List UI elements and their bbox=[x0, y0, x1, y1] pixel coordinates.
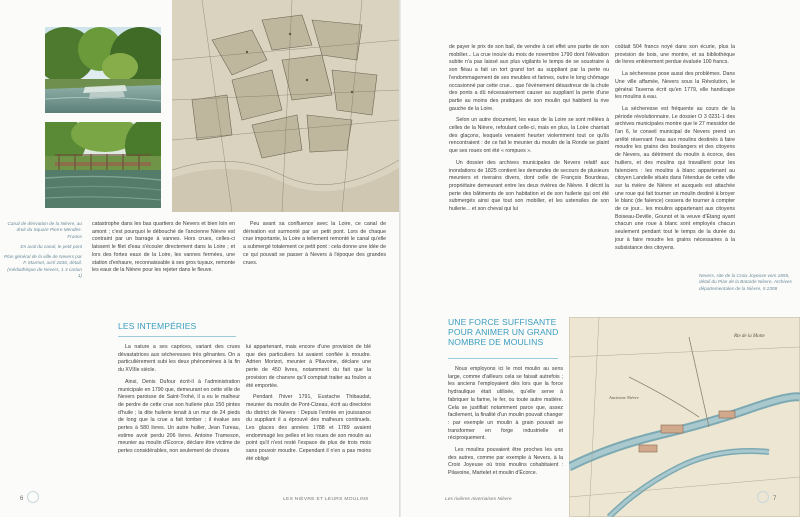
section-col1-para-1: La nature a ses caprices, variant des crues dévastatrices aux sécheresses très gênantes. On a particulièrement subi les deux phénomènes à la fin du XVIIIe siècle. bbox=[118, 344, 240, 374]
city-plan-image bbox=[172, 0, 399, 212]
right-column-1 bbox=[449, 44, 609, 218]
section-col2-para-2: Pendant l'hiver 1791, Eustache Thibaudat, meunier du moulin de Pont-Cizeau, écrit au directoire du district de Nevers : Depuis l'entrée en jouissance du suppliant il a éprouvé des malheurs continuels. Les glaces des années 1788 et 1789 avaient endommagé les pelles et les roues de son moulin au point qu'il n'est resté l'espace de plus de trois mois sans pouvoir moudre. Cependant il n'en a pas moins été obligé bbox=[246, 394, 371, 462]
right-folio-circle bbox=[757, 491, 769, 503]
left-folio-circle bbox=[27, 491, 39, 503]
right-col1-para-3: Un dossier des archives municipales de Nevers relatif aux inondations de 1825 contient les demandes de secours de plusieurs meuniers et riverains divers, dont celle de François Bourdeau, propriétaire demeurant entre les deux rivières de Nièvre. Il décrit la perte des bâtiments de son habitation et de son huilerie qui ont été submergés ainsi que tout son mobilier, et les ustensiles de son huilerie... et son cheval qui lui bbox=[449, 159, 609, 213]
right-col1-para-1: de payer le prix de son bail, de vendre à cet effet une partie de son mobilier... La crue inouïe du mois de novembre 1790 dont l'élévation subite n'a pas laissé aux plus vigilants le temps de se soustraire à son fléau a fait un tort grand tort au suppliant par la perte ou l'endommagement de ses meubles et farines, outre le long chômage occasionné par cette crue... que l'événement désastreux de la chute des ponts a dû nécessairement causer au suppliant la perte d'une partie au moins des pratiques de son moulin qui habitent la rive gauche de la Loire. bbox=[449, 44, 609, 112]
right-running-head: Les rivières nivernaises Nièvre bbox=[445, 497, 512, 502]
right-page-number: 7 bbox=[773, 496, 777, 502]
caption-plan: Plan général de la ville de Nevers par F. Marmet, avril 1836, détail. (médiathèque de Nevers, 1 3 carton 1) bbox=[4, 254, 82, 279]
left-captions bbox=[4, 221, 82, 283]
heading-rule bbox=[118, 336, 236, 337]
left-page-number: 6 bbox=[20, 496, 24, 502]
right-col2-para-2: La sécheresse pose aussi des problèmes. Dans Une ville affamée, Nevers sous la Révolution, le général Taverna écrit qu'en 1779, elle handicape les moulins à eau. bbox=[615, 71, 735, 101]
right-col2-para-3: La sécheresse est fréquente au cours de la période révolutionnaire. Le dossier O 3 0231-1 des archives municipales montre que le 27 messidor de l'an 6, le conseil municipal de Nevers prend un arrêté réservant l'eau aux moulins destinés à faire moudre les grains des boulangers et des citoyens de Nevers, au détriment du moulin à écorce, des huiliers, et des moulins qui travaillent pour les faïenciers : les moulins à blanc appartenant au citoyen Landelle situés dans l'étendue de cette ville sur la rivière de Nièvre et auxquels est attachée une roue qui fait tourner un moulin destiné à broyer le blanc (de faïence) cessera de tourner à compter de ce jour... les moulins appartenant aux citoyens Boiseau-Deville, Gounot et la veuve d'Étang ayant chacun une roue à blanc sont employés chacun seulement pendant tout le temps de la durée du jour à faire moudre les grains nécessaires à la subsistance des citoyens. bbox=[615, 105, 735, 251]
intro-col2-text: Peu avant sa confluence avec la Loire, ce canal de dérivation est surmonté par un petit pont. Lors de chaque crue importante, la Loire a tellement remonté le canal qu'elle a submergé totalement ce petit pont : cela donne une idée de ce qui pouvait se passer à Nevers à l'époque des grandes crues. bbox=[243, 221, 386, 266]
right-page bbox=[401, 0, 800, 517]
right-section-para-1: Nous employons ici le mot moulin au sens large, comme d'ailleurs cela se faisait autrefois ; les anciens l'employaient dès lors que la force hydraulique était utilisée, qu'elle serve à fabriquer la farine, le fer, ou toute autre matière. Cela se justifiait notamment parce que, assez facilement, la finalité d'un moulin pouvait changer : par exemple un moulin à grain pouvait se transformer en forge industrielle et réciproquement. bbox=[448, 366, 563, 442]
map-label-mill: Ancienne Nièvre bbox=[609, 395, 639, 400]
canal-photo bbox=[45, 27, 161, 113]
right-col1-para-2: Selon un autre document, les eaux de la Loire se sont mêlées à celles de la Nièvre, refoulant celle-ci, mais en plus, la Loire charriait des glaçons, lesquels venaient heurter violemment tout ce qu'ils rencontraient : de ce fait le meunier du moulin de la Ronde se plaint que ses roues ont été « rompues ». bbox=[449, 117, 609, 155]
right-column-2 bbox=[615, 44, 735, 256]
intro-column-2 bbox=[243, 221, 386, 271]
caption-bridge: En aval du canal, le petit pont bbox=[20, 243, 82, 249]
intro-col1-text: catastrophe dans les bas quartiers de Nevers et bien loin en amont ; c'est pourquoi le débouché de l'ancienne Nièvre est contraint par un barrage à vannes. Hors crues, celles-ci laissent le filet d'eau s'écouler directement dans la Loire ; et lors des fortes eaux de la Loire, les vannes fermées, une station d'exhaure, reconnaissable à ses gros tuyaux, remonte les eaux de la Nièvre pour les rejeter dans le fleuve. bbox=[92, 221, 235, 274]
intro-column-1 bbox=[92, 221, 235, 279]
right-section-text bbox=[448, 366, 563, 482]
map-label-top: Rte de la Motte bbox=[734, 334, 765, 339]
left-page bbox=[0, 0, 399, 517]
right-col2-para-1: coûtait 504 francs noyé dans son écurie, plus la provision de bois, une montre, et sa bibliothèque de livres entièrement perdue évaluée 100 francs. bbox=[615, 44, 735, 66]
map-caption: Nevers, site de la Croix Joyeuse vers 1855, détail du Plan de la Batarde Nièvre, Archives départementales de la Nièvre, 5 2308 bbox=[699, 273, 792, 291]
canal-photo-image bbox=[45, 27, 161, 113]
section-heading-intemperies: LES INTEMPÉRIES bbox=[118, 321, 197, 331]
bridge-photo-image bbox=[45, 122, 161, 208]
right-heading-rule bbox=[448, 358, 558, 359]
section-col2-para-1: lui appartenant, mais encore d'une provision de blé que des particuliers lui avaient confiée à moudre. Adrien Morizot, meunier à Pilavoine, déclare une perte de 450 livres, notamment du fait que la provision de chanvre qu'il comptait traiter au foulon a été emportée. bbox=[246, 344, 371, 389]
right-section-para-2: Les moulins pouvaient être proches les uns des autres, comme par exemple à Nevers, à la Croix Joyeuse où trois moulins cohabitaient : Pilavoine, Martelet et moulin d'Écorce. bbox=[448, 447, 563, 477]
section-col1-para-2: Ainsi, Denis Dufour écrit-il à l'administration municipale en 1790 que, demeurant en cette ville de Nevers paroisse de Saint-Trohé, il a eu le malheur de perdre de cette crue son huilerie plus 150 pintes d'huile ; la dite huilerie tenait à un mur de 24 pieds de long que la crue a fait tomber ; il évalue ses pertes à 580 livres. Un autre huilier, Jean Tureau, estime avoir perdu 206 livres. Antoine Trameson, meunier au moulin d'Écorce, déclare être victime de pertes considérables, non seulement de choses bbox=[118, 378, 240, 455]
croix-joyeuse-plan bbox=[569, 317, 800, 517]
section-heading-force: UNE FORCE SUFFISANTE POUR ANIMER UN GRAND NOMBRE DE MOULINS bbox=[448, 317, 559, 347]
croix-joyeuse-plan-image bbox=[569, 317, 800, 517]
bridge-photo bbox=[45, 122, 161, 208]
section-column-2 bbox=[246, 344, 371, 468]
city-plan-map bbox=[172, 0, 399, 212]
caption-canal: Canal de dérivation de la Nièvre, au droit du Square Pierre Mendès-France bbox=[7, 221, 82, 239]
section-column-1 bbox=[118, 344, 240, 460]
left-running-head: LES NIÈVRE ET LEURS MOULINS bbox=[283, 497, 369, 502]
